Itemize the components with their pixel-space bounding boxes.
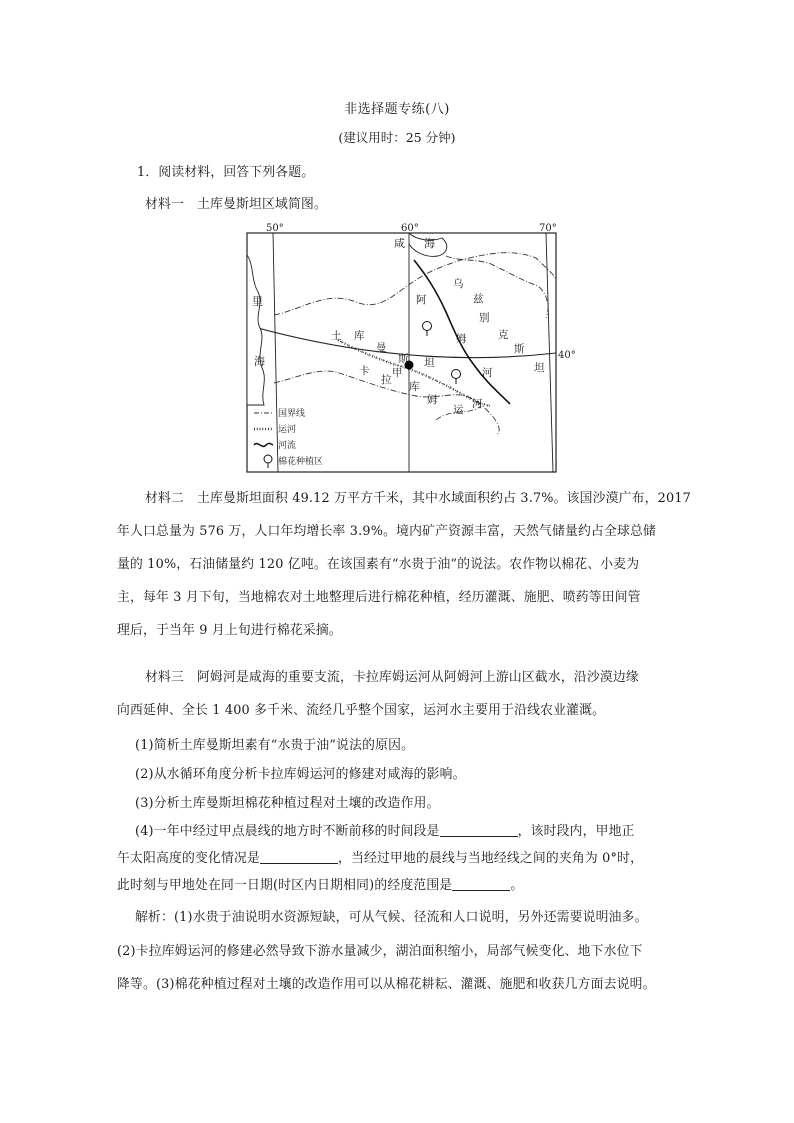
caspian-label-2: 海 xyxy=(254,355,265,368)
svg-text:兹: 兹 xyxy=(473,293,484,305)
svg-text:坦: 坦 xyxy=(424,357,435,369)
body-line: 材料三 阿姆河是咸海的重要支流，卡拉库姆运河从阿姆河上游山区截水，沿沙漠边缘 xyxy=(145,670,639,685)
svg-text:姆: 姆 xyxy=(456,333,467,345)
aral-label-1: 咸 xyxy=(394,237,405,250)
point-jia-label: 甲 xyxy=(392,367,403,379)
body-line: 年人口总量为 576 万，人口年均增长率 3.9%。境内矿产资源丰富，天然气储量约占全球总储 xyxy=(117,524,657,539)
svg-text:乌: 乌 xyxy=(453,278,464,290)
analysis-line: (2)卡拉库姆运河的修建必然导致下游水量减少，湖泊面积缩小，局部气候变化、地下水位下 xyxy=(117,944,643,959)
body-line: 主，每年 3 月下旬，当地棉农对土地整理后进行棉花种植，经历灌溉、施肥、喷药等田间管 xyxy=(117,590,641,605)
legend-cotton-label: 棉花种植区 xyxy=(278,457,324,467)
question-4-line1: (4)一年中经过甲点晨线的地方时不断前移的时间段是 ，该时段内，甲地正 xyxy=(135,824,635,839)
legend-canal-label: 运河 xyxy=(278,425,297,435)
svg-text:土: 土 xyxy=(331,330,342,342)
body-line: 向西延伸、全长 1 400 多千米、流经几乎整个国家，运河水主要用于沿线农业灌溉。 xyxy=(117,703,606,718)
svg-text:斯: 斯 xyxy=(514,343,525,355)
svg-text:运: 运 xyxy=(453,404,464,416)
turkmenistan-map xyxy=(246,220,576,474)
svg-text:斯: 斯 xyxy=(398,353,409,365)
aral-label-2: 海 xyxy=(424,237,435,250)
lat-label-40: 40° xyxy=(558,350,576,361)
question-4-line2: 午太阳高度的变化情况是 ，当经过甲地的晨线与当地经线之间的夹角为 0°时， xyxy=(117,851,644,866)
svg-text:库: 库 xyxy=(409,381,420,393)
question-1: (1)简析土库曼斯坦素有“水贵于油”说法的原因。 xyxy=(135,738,415,753)
svg-text:坦: 坦 xyxy=(534,362,545,374)
svg-text:卡: 卡 xyxy=(359,365,370,377)
svg-text:库: 库 xyxy=(354,330,365,342)
page-subtitle: (建议用时：25 分钟) xyxy=(338,130,456,145)
svg-text:河: 河 xyxy=(482,367,493,379)
svg-text:阿: 阿 xyxy=(416,294,427,306)
answer-blank-2[interactable] xyxy=(260,851,338,864)
svg-text:河: 河 xyxy=(472,398,483,410)
legend-border-label: 国界线 xyxy=(278,409,306,419)
question-2: (2)从水循环角度分析卡拉库姆运河的修建对咸海的影响。 xyxy=(135,767,466,782)
svg-text:姆: 姆 xyxy=(427,394,438,406)
legend-river-label: 河流 xyxy=(278,441,297,451)
svg-text:拉: 拉 xyxy=(381,374,392,386)
question-3: (3)分析土库曼斯坦棉花种植过程对土壤的改造作用。 xyxy=(135,796,440,811)
svg-text:克: 克 xyxy=(498,329,509,341)
body-line: 材料二 土库曼斯坦面积 49.12 万平方千米，其中水域面积约占 3.7%。该国沙漠广布，2017 xyxy=(145,491,692,506)
material1-label: 材料一 土库曼斯坦区域简图。 xyxy=(145,197,327,212)
analysis-line: 降等。(3)棉花种植过程对土壤的改造作用可以从棉花耕耘、灌溉、施肥和收获几方面去说明。 xyxy=(117,977,656,992)
caspian-label-1: 里 xyxy=(252,295,263,308)
question-intro: 1．阅读材料，回答下列各题。 xyxy=(137,165,315,180)
answer-blank-3[interactable] xyxy=(452,878,510,891)
page-title: 非选择题专练(八) xyxy=(344,102,450,117)
question-4-line3: 此时刻与甲地处在同一日期(时区内日期相同)的经度范围是 。 xyxy=(117,878,524,893)
body-line: 理后，于当年 9 月上旬进行棉花采摘。 xyxy=(117,623,342,638)
lon-label-60: 60° xyxy=(401,223,419,234)
body-line: 量的 10%，石油储量约 120 亿吨。在该国素有“水贵于油”的说法。农作物以棉花、小麦为 xyxy=(117,557,640,572)
analysis-line: 解析：(1)水贵于油说明水资源短缺，可从气候、径流和人口说明，另外还需要说明油多。 xyxy=(135,910,648,925)
svg-text:别: 别 xyxy=(479,312,490,324)
answer-blank-1[interactable] xyxy=(440,824,518,837)
lon-label-70: 70° xyxy=(539,223,557,234)
svg-text:曼: 曼 xyxy=(376,342,387,354)
lon-label-50: 50° xyxy=(266,223,284,234)
